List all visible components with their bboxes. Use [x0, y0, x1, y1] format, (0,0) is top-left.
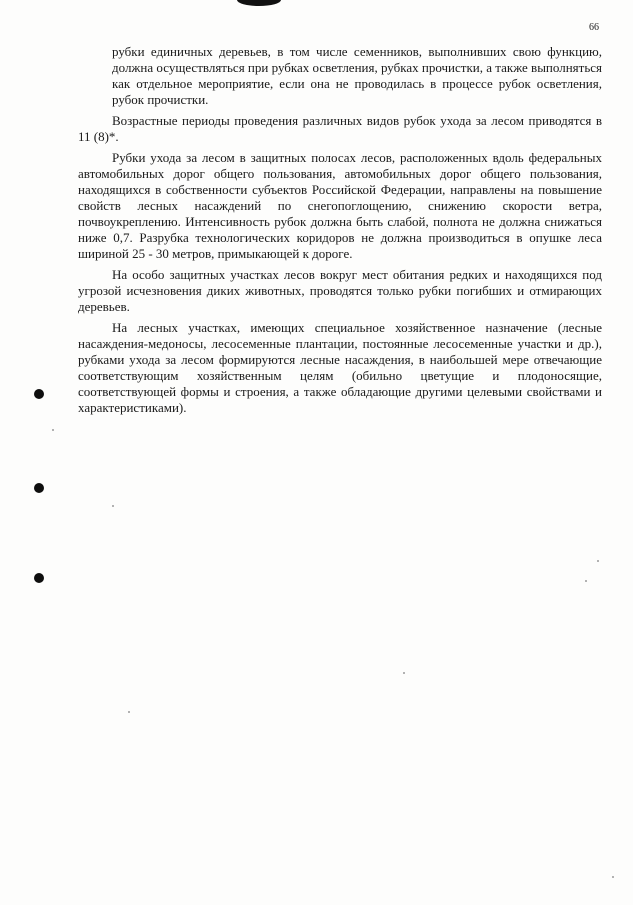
paragraph-4: На особо защитных участках лесов вокруг мест обитания редких и находящихся под угрозой исчезновения диких животных, проводятся только рубки погибших и отмирающих деревьев. — [78, 267, 602, 314]
scan-speck — [585, 580, 587, 582]
binder-hole — [34, 389, 44, 399]
scan-speck — [403, 672, 405, 674]
scan-speck — [128, 711, 130, 713]
scan-speck — [112, 505, 114, 507]
scan-speck — [612, 876, 614, 878]
binder-hole — [34, 573, 44, 583]
page-number: 66 — [589, 22, 599, 33]
scan-speck — [52, 429, 54, 431]
scan-speck — [597, 560, 599, 562]
paragraph-1: рубки единичных деревьев, в том числе семенников, выполнивших свою функцию, должна осуществляться при рубках осветления, рубках прочистки, а также выполняться как отдельное мероприятие, если она не проводилась в процессе рубок осветления, рубок прочистки. — [112, 44, 602, 107]
paragraph-3: Рубки ухода за лесом в защитных полосах лесов, расположенных вдоль федеральных автомобильных дорог общего пользования, автомобильных дорог общего пользования, находящихся в собственности субъектов Российской Федерации, направлены на повышение свойств лесных насаждений по снегопоглощению, снижению скорости ветра, почвоукреплению. Интенсивность рубок должна быть слабой, полнота не должна снижаться ниже 0,7. Разрубка технологических коридоров не должна производиться в опушке леса шириной 25 - 30 метров, примыкающей к дороге. — [78, 150, 602, 261]
paragraph-2: Возрастные периоды проведения различных видов рубок ухода за лесом приводятся в 11 (8)*. — [78, 113, 602, 144]
scan-artifact — [237, 0, 281, 6]
document-body — [78, 44, 602, 421]
paragraph-5: На лесных участках, имеющих специальное хозяйственное назначение (лесные насаждения-медоносы, лесосеменные плантации, постоянные лесосеменные участки и др.), рубками ухода за лесом формируются лесные насаждения, в наибольшей мере отвечающие соответствующим хозяйственным целям (обильно цветущие и плодоносящие, соответствующей формы и строения, а также обладающие другими целевыми свойствами и характеристиками). — [78, 320, 602, 415]
binder-hole — [34, 483, 44, 493]
